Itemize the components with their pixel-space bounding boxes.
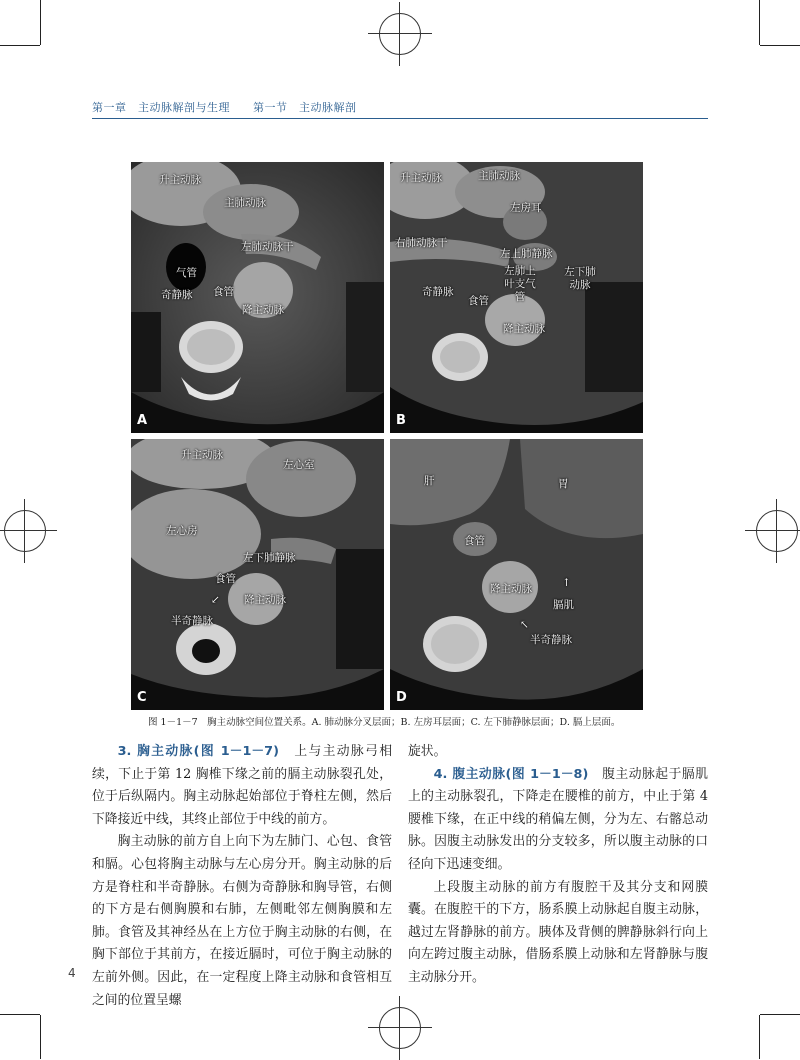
label-hemiazygos-vein: 半奇静脉 — [171, 615, 213, 627]
arrow-icon: ↑ — [562, 577, 571, 589]
label-descending-aorta: 降主动脉 — [242, 304, 284, 316]
crop-mark — [40, 0, 41, 45]
label-descending-aorta: 降主动脉 — [503, 323, 545, 335]
section-3-paragraph-1 — [92, 741, 392, 831]
section-3-text-1: 上与主动脉弓相续，下止于第 12 胸椎下缘之前的膈主动脉裂孔处，位于后纵隔内。胸主动脉起始部位于脊柱左侧，然后下降接近中线，其终止部位于中线的前方。 — [92, 744, 392, 827]
running-head-rule — [92, 118, 708, 119]
label-azygos-vein: 奇静脉 — [161, 289, 193, 301]
ct-image-c — [131, 439, 384, 710]
label-esophagus: 食管 — [215, 573, 236, 585]
registration-mark — [756, 510, 798, 552]
label-left-superior-pulmonary-vein: 左上肺静脉 — [500, 248, 553, 260]
label-left-ventricle: 左心室 — [283, 459, 315, 471]
left-column — [92, 741, 392, 1012]
label-left-atrial-appendage: 左房耳 — [510, 202, 542, 214]
ct-panel-c — [131, 439, 384, 710]
label-liver: 肝 — [424, 475, 435, 487]
crop-mark — [0, 1014, 40, 1015]
label-esophagus: 食管 — [213, 286, 234, 298]
section-4-heading: 4. 腹主动脉(图 1－1－8) — [433, 766, 589, 782]
ct-panel-a — [131, 162, 384, 433]
label-main-pulmonary-artery: 主肺动脉 — [224, 197, 266, 209]
arrow-icon: ↖ — [520, 619, 529, 631]
panel-letter-a: A — [137, 413, 148, 428]
label-trachea: 气管 — [176, 267, 197, 279]
label-ascending-aorta: 升主动脉 — [159, 174, 201, 186]
label-descending-aorta: 降主动脉 — [244, 594, 286, 606]
ct-panel-d — [390, 439, 643, 710]
label-left-pulmonary-trunk: 左肺动脉干 — [241, 241, 294, 253]
section-3-paragraph-2: 胸主动脉的前方自上向下为左肺门、心包、食管和膈。心包将胸主动脉与左心房分开。胸主动脉的后方是脊柱和半奇静脉。右侧为奇静脉和胸导管，右侧的下方是右侧胸膜和右肺，左侧毗邻左侧胸膜和左肺。食管及其神经丛在上方位于胸主动脉的右侧，在胸下部位于其前方，在接近膈时，可位于胸主动脉的左前外侧。因此，在一定程度上降主动脉和食管相互之间的位置呈螺 — [92, 834, 392, 1008]
label-esophagus: 食管 — [468, 295, 489, 307]
crop-mark — [760, 1014, 800, 1015]
ct-figure — [131, 162, 643, 710]
panel-letter-d: D — [396, 690, 407, 705]
section-3-heading: 3. 胸主动脉(图 1－1－7) — [117, 744, 279, 759]
registration-mark — [379, 1007, 421, 1049]
label-left-inferior-pulmonary-vein: 左下肺静脉 — [243, 552, 296, 564]
ct-panel-b — [390, 162, 643, 433]
panel-letter-b: B — [396, 413, 406, 428]
label-left-inferior-pulmonary-artery: 左下肺动脉 — [564, 266, 596, 291]
crop-mark — [759, 1015, 760, 1059]
label-stomach: 胃 — [558, 478, 569, 490]
registration-mark — [379, 13, 421, 55]
label-ascending-aorta: 升主动脉 — [400, 172, 442, 184]
label-diaphragm: 膈肌 — [553, 599, 574, 611]
section-4-text-1: 腹主动脉起于膈肌上的主动脉裂孔，下降走在腰椎的前方，中止于第 4 腰椎下缘，在正中线的稍偏左侧，分为左、右髂总动脉。因腹主动脉发出的分支较多，所以腹主动脉的口径向下迅速变细。 — [408, 766, 709, 872]
section-4-paragraph-1 — [408, 764, 708, 877]
label-right-pulmonary-trunk: 右肺动脉干 — [395, 237, 448, 249]
crop-mark — [40, 1015, 41, 1059]
panel-letter-c: C — [137, 690, 147, 705]
crop-mark — [760, 45, 800, 46]
label-main-pulmonary-artery: 主肺动脉 — [478, 170, 520, 182]
label-azygos-vein: 奇静脉 — [422, 286, 454, 298]
crop-mark — [759, 0, 760, 45]
registration-mark — [4, 510, 46, 552]
crop-mark — [0, 45, 40, 46]
label-esophagus: 食管 — [464, 535, 485, 547]
label-left-upper-lobe-bronchus: 左肺上叶支气管 — [504, 265, 536, 303]
arrow-icon: ↙ — [211, 594, 220, 606]
page-number: 4 — [68, 966, 76, 980]
section-4-paragraph-2: 上段腹主动脉的前方有腹腔干及其分支和网膜囊。在腹腔干的下方，肠系膜上动脉起自腹主动脉，越过左肾静脉的前方。胰体及背侧的脾静脉斜行向上向左跨过腹主动脉，借肠系膜上动脉和左肾静脉与腹主动脉分开。 — [408, 879, 708, 985]
continued-text: 旋状。 — [408, 744, 447, 759]
label-descending-aorta: 降主动脉 — [490, 583, 532, 595]
right-column — [408, 741, 708, 990]
running-head: 第一章 主动脉解剖与生理 第一节 主动脉解剖 — [92, 101, 357, 114]
label-left-atrium: 左心房 — [166, 525, 198, 537]
figure-caption: 图 1－1－7 胸主动脉空间位置关系。A. 肺动脉分叉层面；B. 左房耳层面；C. 左下肺静脉层面；D. 膈上层面。 — [148, 717, 621, 728]
label-ascending-aorta: 升主动脉 — [181, 449, 223, 461]
label-hemiazygos-vein: 半奇静脉 — [530, 634, 572, 646]
